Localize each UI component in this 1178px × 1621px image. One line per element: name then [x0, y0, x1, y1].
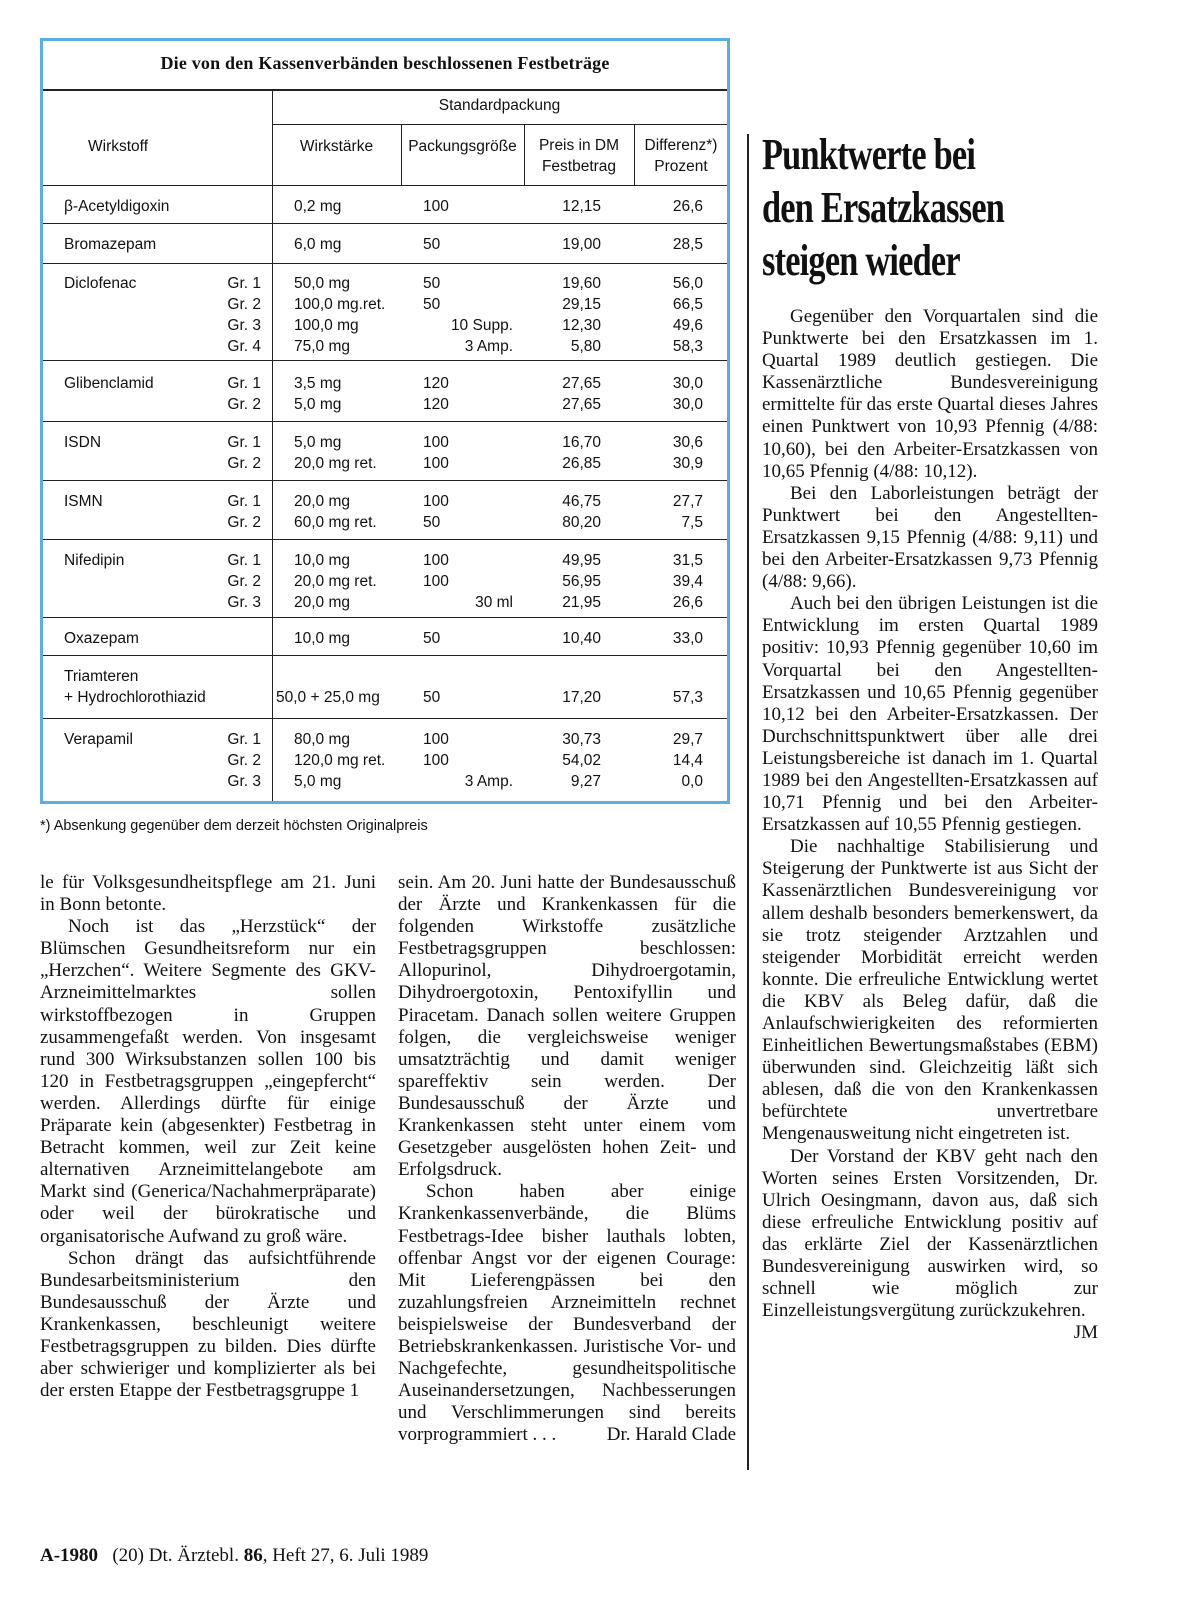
- cell-differenz: 39,4: [672, 573, 703, 590]
- article-headline: [762, 128, 1105, 287]
- cell-differenz: 14,4: [672, 752, 703, 769]
- table-footnote: *) Absenkung gegenüber dem derzeit höchsten Originalpreis: [40, 818, 428, 834]
- cell-wirkstaerke: 0,2 mg: [294, 198, 342, 215]
- paragraph: [762, 1145, 1098, 1344]
- cell-wirkstoff: ISDN: [64, 434, 102, 451]
- cell-wirkstaerke: 3,5 mg: [294, 375, 342, 392]
- cell-wirkstaerke: 10,0 mg: [294, 630, 351, 647]
- cell-packungsgroesse: 120: [423, 375, 449, 392]
- header-preis-line1: Preis in DM: [538, 137, 620, 154]
- cell-gruppe: Gr. 3: [227, 317, 261, 334]
- header-rule: [43, 185, 727, 186]
- cell-wirkstaerke: 80,0 mg: [294, 731, 351, 748]
- cell-wirkstaerke: 100,0 mg: [294, 317, 359, 334]
- author-signature: Dr. Harald Clade: [606, 1424, 736, 1446]
- cell-differenz: 30,0: [672, 396, 703, 413]
- headline-line: den Ersatzkassen: [762, 183, 1005, 232]
- cell-wirkstoff: Oxazepam: [64, 630, 139, 647]
- row-separator: [43, 263, 727, 264]
- col-rule: [272, 185, 273, 801]
- cell-packungsgroesse: 100: [423, 455, 449, 472]
- cell-packungsgroesse: 50: [423, 236, 441, 253]
- cell-differenz: 66,5: [672, 296, 703, 313]
- paragraph: [40, 872, 376, 916]
- cell-wirkstoff: + Hydrochlorothiazid: [64, 689, 206, 706]
- table-title: Die von den Kassenverbänden beschlossenen Festbeträge: [160, 53, 610, 73]
- cell-preis: 27,65: [562, 396, 601, 413]
- cell-gruppe: Gr. 4: [227, 338, 261, 355]
- paragraph-text: Auch bei den übrigen Leistungen ist die Entwicklung im ersten Quartal 1989 positiv: 10,93 Pfennig gegenüber 10,60 im Vorquartal bei den Angestellten-Ersatzkassen und 10,65 Pfennig gegenüber 10,12 bei den Arbeiter-Ersatzkassen. Der Durchschnittspunktwert über alle drei Leistungsbereiche ist danach im 1. Quartal 1989 bei den Angestellten-Ersatzkassen auf 10,71 Pfennig und bei den Arbeiter-Ersatzkassen auf 10,55 Pfennig gestiegen.: [762, 593, 1098, 836]
- paragraph: [762, 483, 1098, 593]
- cell-wirkstoff: Glibenclamid: [64, 375, 154, 392]
- cell-preis: 5,80: [570, 338, 601, 355]
- cell-packungsgroesse: 100: [423, 198, 449, 215]
- cell-preis: 21,95: [562, 594, 601, 611]
- cell-differenz: 0,0: [681, 773, 703, 790]
- cell-gruppe: Gr. 2: [227, 752, 261, 769]
- cell-packungsgroesse: 100: [423, 552, 449, 569]
- cell-packungsgroesse: 100: [423, 752, 449, 769]
- cell-packungsgroesse: 100: [423, 731, 449, 748]
- row-separator: [43, 617, 727, 618]
- page-number: A-1980: [40, 1545, 99, 1566]
- cell-wirkstoff: Bromazepam: [64, 236, 157, 253]
- cell-wirkstoff: Verapamil: [64, 731, 133, 748]
- cell-wirkstaerke: 20,0 mg ret.: [294, 573, 377, 590]
- cell-wirkstaerke: 5,0 mg: [294, 396, 342, 413]
- cell-preis: 17,20: [562, 689, 601, 706]
- header-differenz-line2: Prozent: [654, 158, 708, 175]
- header-wirkstoff: Wirkstoff: [88, 138, 148, 155]
- cell-differenz: 26,6: [672, 594, 703, 611]
- cell-packungsgroesse: 100: [423, 493, 449, 510]
- cell-packungsgroesse: 3 Amp.: [464, 773, 513, 790]
- paragraph-text: Der Vorstand der KBV geht nach den Worten seines Ersten Vorsitzenden, Dr. Ulrich Oesingmann, davon aus, daß sich diese erfreuliche Entwicklung positiv auf das erklärte Ziel der Kassenärztlichen Bundesvereinigung auswirken wird, so schnell wie möglich zur Einzelleistungsvergütung zurückzukehren.: [762, 1145, 1098, 1322]
- cell-differenz: 31,5: [672, 552, 703, 569]
- cell-gruppe: Gr. 3: [227, 594, 261, 611]
- paragraph-text: Schon drängt das aufsichtführende Bundesarbeitsministerium den Bundesausschuß der Ärzte und Krankenkassen, beschleunigt weitere Festbetragsgruppen zu bilden. Dies dürfte aber schwieriger und komplizierter als bei der ersten Etappe der Festbetragsgruppe 1: [40, 1247, 376, 1402]
- cell-gruppe: Gr. 1: [227, 275, 261, 292]
- cell-differenz: 56,0: [672, 275, 703, 292]
- cell-packungsgroesse: 120: [423, 396, 449, 413]
- cell-wirkstaerke: 60,0 mg ret.: [294, 514, 377, 531]
- cell-wirkstoff: Triamteren: [64, 668, 139, 685]
- row-separator: [43, 223, 727, 224]
- cell-wirkstaerke: 10,0 mg: [294, 552, 351, 569]
- journal-issue: , Heft 27, 6. Juli 1989: [262, 1545, 429, 1566]
- header-differenz-line1: Differenz*): [644, 137, 718, 154]
- header-preis: [524, 135, 634, 177]
- paragraph-text: Die nachhaltige Stabilisierung und Steigerung der Punktwerte ist aus Sicht der Kassenärztlichen Bundesvereinigung vor allem deshalb besonders bemerkenswert, da sie trotz steigender Arztzahlen und steigender Morbidität erreicht werden konnte. Die erfreuliche Entwicklung wertet die KBV als Beleg dafür, daß die Anlaufschwierigkeiten des reformierten Einheitlichen Bewertungsmaßstabes (EBM) überwunden sind. Gleichzeitig läßt sich ablesen, daß die von den Krankenkassen befürchtete unvertretbare Mengenausweitung nicht eingetreten ist.: [762, 836, 1098, 1145]
- cell-gruppe: Gr. 2: [227, 573, 261, 590]
- cell-differenz: 27,7: [672, 493, 703, 510]
- cell-packungsgroesse: 50: [423, 630, 441, 647]
- text-column-3: [762, 306, 1098, 1344]
- cell-wirkstoff: Nifedipin: [64, 552, 125, 569]
- cell-wirkstoff: β-Acetyldigoxin: [64, 198, 170, 215]
- paragraph-text: le für Volksgesundheitspflege am 21. Juni in Bonn betonte.: [40, 872, 376, 916]
- cell-differenz: 58,3: [672, 338, 703, 355]
- header-differenz: [634, 135, 728, 177]
- cell-gruppe: Gr. 1: [227, 493, 261, 510]
- cell-gruppe: Gr. 2: [227, 514, 261, 531]
- cell-preis: 12,15: [562, 198, 601, 215]
- header-standardpackung: Standardpackung: [438, 97, 561, 114]
- header-preis-line2: Festbetrag: [541, 158, 617, 175]
- cell-packungsgroesse: 50: [423, 514, 441, 531]
- cell-preis: 19,00: [562, 236, 601, 253]
- title-rule: [43, 89, 727, 91]
- row-separator: [43, 421, 727, 422]
- paragraph-text: sein. Am 20. Juni hatte der Bundesausschuß der Ärzte und Krankenkassen für die folgenden Wirkstoffe zusätzliche Festbetragsgruppen beschlossen: Allopurinol, Dihydroergotamin, Dihydroergotoxin, Pentoxifyllin und Piracetam. Danach sollen weitere Gruppen folgen, die vergleichsweise weniger umsatzträchtig und damit weniger spareffektiv sein werden. Der Bundesausschuß der Ärzte und Krankenkassen steht unter einem vom Gesetzgeber ausgelösten hohen Zeit- und Erfolgsdruck.: [398, 872, 736, 1181]
- cell-differenz: 30,9: [672, 455, 703, 472]
- cell-preis: 12,30: [562, 317, 601, 334]
- page-footer: [40, 1545, 428, 1567]
- cell-wirkstaerke: 20,0 mg: [294, 493, 351, 510]
- header-group-rule: [272, 124, 727, 125]
- paragraph: [40, 1248, 376, 1403]
- cell-packungsgroesse: 50: [423, 689, 441, 706]
- paragraph-text: Schon haben aber einige Krankenkassenverbände, die Blüms Festbetrags-Idee bisher lauthals lobten, offenbar Angst vor der eigenen Courage: Mit Lieferengpässen bei den zuzahlungsfreien Arzneimitteln rechnet beispielsweise der Bundesverband der Betriebskrankenkassen. Juristische Vor- und Nachgefechte, gesundheitspolitische Auseinandersetzungen, Nachbesserungen und Verschlimmerungen sind bereits vorprogrammiert . . .: [398, 1181, 736, 1446]
- row-separator: [43, 360, 727, 361]
- cell-differenz: 57,3: [672, 689, 703, 706]
- cell-packungsgroesse: 30 ml: [475, 594, 513, 611]
- column-divider: [747, 134, 749, 1470]
- cell-packungsgroesse: 50: [423, 296, 441, 313]
- festbetraege-table: [40, 38, 730, 804]
- cell-differenz: 49,6: [672, 317, 703, 334]
- headline-line: steigen wieder: [762, 236, 960, 285]
- cell-gruppe: Gr. 3: [227, 773, 261, 790]
- text-column-1: [40, 872, 376, 1402]
- cell-differenz: 33,0: [672, 630, 703, 647]
- cell-gruppe: Gr. 2: [227, 296, 261, 313]
- cell-wirkstaerke: 5,0 mg: [294, 773, 342, 790]
- paragraph: [40, 916, 376, 1247]
- cell-gruppe: Gr. 2: [227, 396, 261, 413]
- row-separator: [43, 480, 727, 481]
- paragraph: [762, 306, 1098, 483]
- journal-ref: (20) Dt. Ärztebl.: [112, 1545, 239, 1566]
- cell-preis: 56,95: [562, 573, 601, 590]
- cell-packungsgroesse: 100: [423, 573, 449, 590]
- header-packungsgroesse: Packungsgröße: [408, 138, 517, 155]
- cell-differenz: 30,0: [672, 375, 703, 392]
- cell-preis: 54,02: [562, 752, 601, 769]
- cell-packungsgroesse: 10 Supp.: [450, 317, 513, 334]
- cell-wirkstaerke: 6,0 mg: [294, 236, 342, 253]
- cell-preis: 26,85: [562, 455, 601, 472]
- cell-differenz: 29,7: [672, 731, 703, 748]
- cell-gruppe: Gr. 1: [227, 434, 261, 451]
- paragraph: [762, 593, 1098, 836]
- cell-wirkstaerke: 50,0 mg: [294, 275, 351, 292]
- paragraph: [398, 872, 736, 1181]
- cell-preis: 9,27: [570, 773, 601, 790]
- paragraph: [762, 836, 1098, 1145]
- cell-preis: 16,70: [562, 434, 601, 451]
- cell-differenz: 30,6: [672, 434, 703, 451]
- header-wirkstaerke: Wirkstärke: [299, 138, 374, 155]
- cell-differenz: 7,5: [681, 514, 703, 531]
- cell-preis: 46,75: [562, 493, 601, 510]
- text-column-2: [398, 872, 736, 1446]
- paragraph: [398, 1181, 736, 1446]
- cell-wirkstaerke: 75,0 mg: [294, 338, 351, 355]
- cell-preis: 27,65: [562, 375, 601, 392]
- cell-preis: 10,40: [562, 630, 601, 647]
- row-separator: [43, 718, 727, 719]
- cell-preis: 29,15: [562, 296, 601, 313]
- cell-wirkstoff: Diclofenac: [64, 275, 137, 292]
- cell-gruppe: Gr. 2: [227, 455, 261, 472]
- cell-wirkstaerke: 120,0 mg ret.: [294, 752, 386, 769]
- cell-preis: 30,73: [562, 731, 601, 748]
- paragraph-text: Gegenüber den Vorquartalen sind die Punktwerte bei den Ersatzkassen im 1. Quartal 1989 deutlich gestiegen. Die Kassenärztliche Bundesvereinigung ermittelte für das erste Quartal dieses Jahres einen Punktwert von 10,93 Pfennig (4/88: 10,60), bei den Arbeiter-Ersatzkassen von 10,65 Pfennig (4/88: 10,12).: [762, 306, 1098, 482]
- paragraph-text: Bei den Laborleistungen beträgt der Punktwert bei den Angestellten-Ersatzkassen 9,15 Pfennig (4/88: 9,11) und bei den Arbeiter-Ersatzkassen 9,73 Pfennig (4/88: 9,66).: [762, 482, 1098, 593]
- cell-wirkstaerke: 20,0 mg: [294, 594, 351, 611]
- cell-wirkstaerke: 50,0 + 25,0 mg: [276, 689, 380, 706]
- cell-packungsgroesse: 3 Amp.: [464, 338, 513, 355]
- journal-volume: 86: [243, 1545, 263, 1566]
- cell-differenz: 26,6: [672, 198, 703, 215]
- cell-differenz: 28,5: [672, 236, 703, 253]
- cell-gruppe: Gr. 1: [227, 375, 261, 392]
- cell-wirkstaerke: 20,0 mg ret.: [294, 455, 377, 472]
- paragraph-text: Noch ist das „Herzstück“ der Blümschen Gesundheitsreform nur ein „Herzchen“. Weitere Segmente des GKV-Arzneimittelmarktes sollen wirkstoffbezogen in Gruppen zusammengefaßt werden. Von insgesamt rund 300 Wirksubstanzen sollen 100 bis 120 in Festbetragsgruppen „eingepfercht“ werden. Allerdings dürfte für einige Präparate kein (abgesenkter) Festbetrag in Betracht kommen, weil zur Zeit keine alternativen Arzneimittelangebote am Markt sind (Generica/Nachahmerpräparate) oder weil der bürokratische und organisatorische Aufwand zu groß wäre.: [40, 916, 376, 1247]
- cell-gruppe: Gr. 1: [227, 731, 261, 748]
- author-signature: JM: [1073, 1322, 1098, 1344]
- cell-packungsgroesse: 50: [423, 275, 441, 292]
- cell-gruppe: Gr. 1: [227, 552, 261, 569]
- headline-line: Punktwerte bei: [762, 130, 976, 179]
- row-separator: [43, 539, 727, 540]
- cell-wirkstoff: ISMN: [64, 493, 103, 510]
- cell-wirkstaerke: 100,0 mg.ret.: [294, 296, 386, 313]
- cell-preis: 49,95: [562, 552, 601, 569]
- cell-preis: 19,60: [562, 275, 601, 292]
- cell-preis: 80,20: [562, 514, 601, 531]
- row-separator: [43, 655, 727, 656]
- cell-packungsgroesse: 100: [423, 434, 449, 451]
- cell-wirkstaerke: 5,0 mg: [294, 434, 342, 451]
